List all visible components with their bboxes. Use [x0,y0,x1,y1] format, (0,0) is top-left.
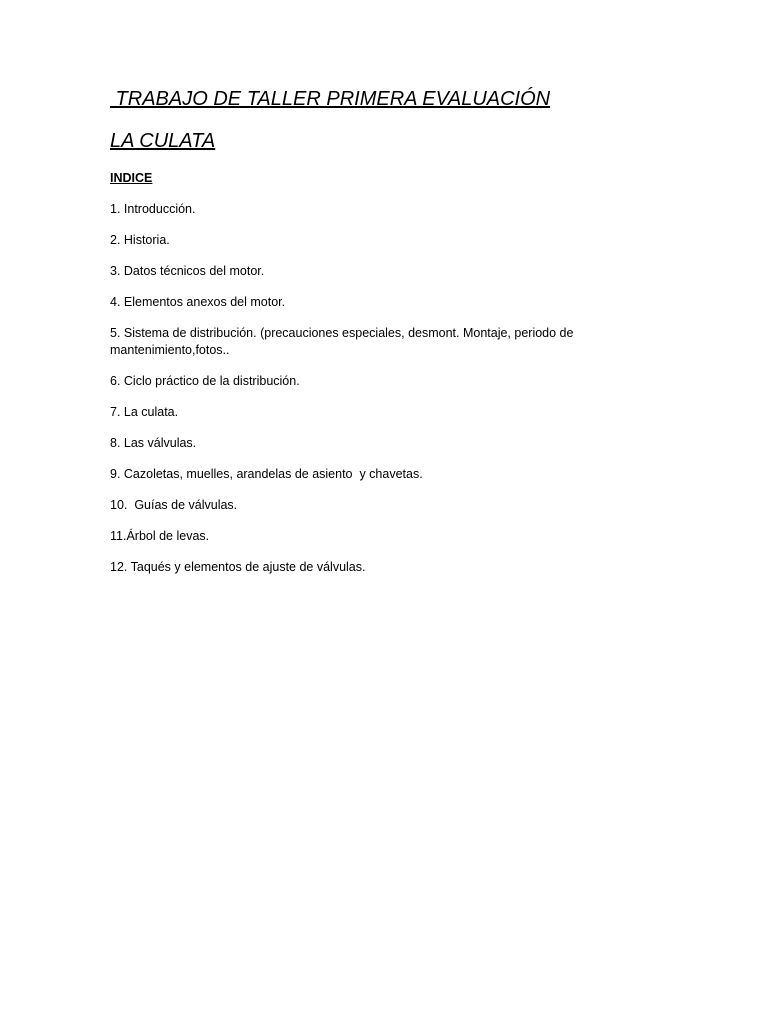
toc-item: 12. Taqués y elementos de ajuste de válvulas. [110,560,366,574]
table-of-contents [110,201,610,590]
toc-item: 8. Las válvulas. [110,436,197,450]
toc-item: 2. Historia. [110,233,170,247]
toc-item: 7. La culata. [110,405,179,419]
document-subtitle: LA CULATA [110,130,216,152]
toc-item: 3. Datos técnicos del motor. [110,264,265,278]
toc-item: 10. Guías de válvulas. [110,498,238,512]
index-heading: INDICE [110,171,153,185]
toc-item: 4. Elementos anexos del motor. [110,295,286,309]
toc-item: 5. Sistema de distribución. (precauciones especiales, desmont. Montaje, periodo de mantenimiento,fotos.. [110,326,577,357]
document-title: TRABAJO DE TALLER PRIMERA EVALUACIÓN [110,88,551,110]
toc-item: 9. Cazoletas, muelles, arandelas de asiento y chavetas. [110,467,423,481]
toc-item: 11.Árbol de levas. [110,529,210,543]
toc-item: 1. Introducción. [110,202,196,216]
toc-item: 6. Ciclo práctico de la distribución. [110,374,300,388]
